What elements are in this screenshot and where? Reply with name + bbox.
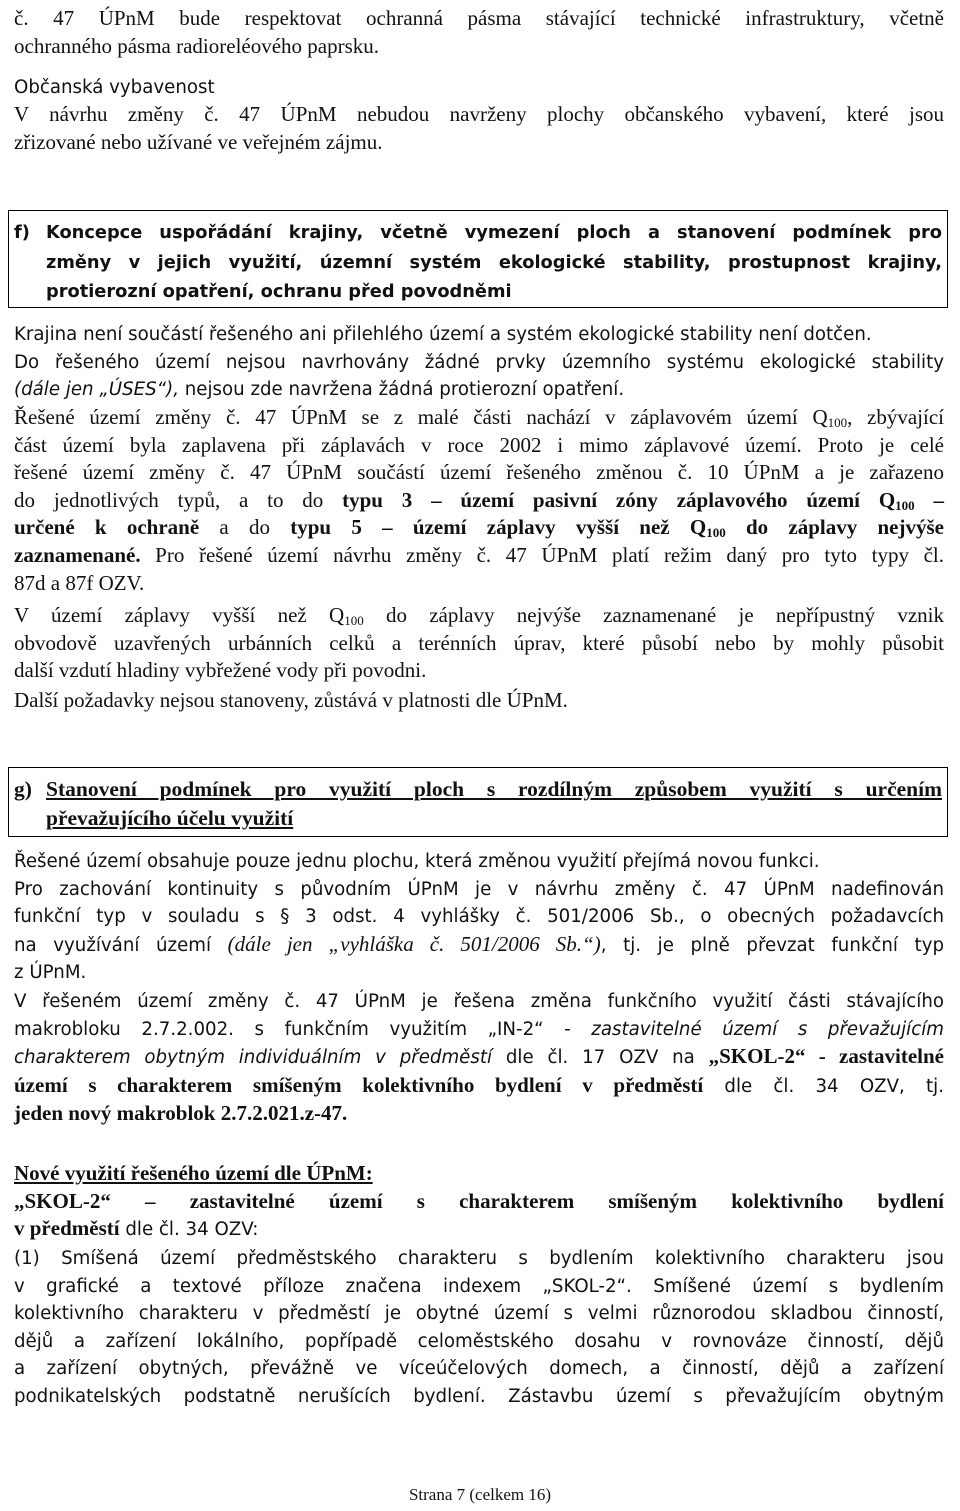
paragraph-landscape: Krajina není součástí řešeného ani přilehlého území a systém ekologické stability není dotčen. Do řešeného území nejsou navrhovány žádné prvky územního systému ekologické stability (dále jen „ÚSES“), nejsou zde navržena žádná protierozní opatření. xyxy=(14,324,944,401)
paragraph-change-description: V řešeném území změny č. 47 ÚPnM je řešena změna funkčního využití části stávajícího makrobloku 2.7.2.002. s funkčním využitím „IN-2“ - zastavitelné území s převažujícím charakterem obytným individuálním v předměstí dle čl. 17 OZV na „SKOL-2“ - zastavitelné území s charakterem smíšeným kolektivního bydlení v předměstí dle čl. 34 OZV, tj. jeden nový makroblok 2.7.2.021.z-47. xyxy=(14,991,944,1126)
paragraph-new-use: Nové využití řešeného území dle ÚPnM: „SKOL-2“ – zastavitelné území s charakterem smíšeným kolektivního bydlení v předměstí dle čl. 34 OZV: xyxy=(14,1161,944,1241)
subheading-civic-amenities: Občanská vybavenost xyxy=(14,77,215,98)
subheading-new-use: Nové využití řešeného území dle ÚPnM: xyxy=(14,1161,373,1185)
paragraph-other-requirements: Další požadavky nejsou stanoveny, zůstává v platnosti dle ÚPnM. xyxy=(14,688,568,712)
paragraph-protection-zones: č. 47 ÚPnM bude respektovat ochranná pásma stávající technické infrastruktury, včetně ochranného pásma radioreléového paprsku. xyxy=(14,6,944,58)
paragraph-flood-zone: Řešené území změny č. 47 ÚPnM se z malé části nachází v záplavovém území $Q_{100}$, zbývající část území byla zaplavena při záplavách v roce 2002 i mimo záplavové území. Proto je celé řešené území změny č. 47 ÚPnM součástí území řešeného změnou č. 10 ÚPnM a je zařazeno do jednotlivých typů, a to do typu 3 – území pasivní zóny záplavového území $Q_{100}$ – určené k ochraně a do typu 5 – území záplavy vyšší než $Q_{100}$ do záplavy nejvýše zaznamenané. Pro řešené území návrhu změny č. 47 ÚPnM platí režim daný pro tyto typy čl. 87d a 87f OZV. xyxy=(14,405,944,595)
paragraph-mixed-areas: (1) Smíšená území předměstského charakteru s bydlením kolektivního charakteru jsou v grafické a textové příloze značena indexem „SKOL-2“. Smíšené území s bydlením kolektivního charakteru v předměstí je obytné území s velmi různorodou skladbou činností, dějů a zařízení lokálního, popřípadě celoměstského dosahu v rovnováze činností, dějů a zařízení obytných, převážně ve víceúčelových domech, a činností, dějů a zařízení podnikatelských podstatně nerušících bydlení. Zástavbu území s převažujícím obytným xyxy=(14,1248,944,1407)
paragraph-civic-amenities-text: V návrhu změny č. 47 ÚPnM nebudou navrženy plochy občanského vybavení, které jsou zřizované nebo užívané ve veřejném zájmu. xyxy=(14,102,944,154)
paragraph-flood-restrictions: V území záplavy vyšší než $Q_{100}$ do záplavy nejvýše zaznamenané je nepřípustný vznik obvodově uzavřených urbánních celků a terénních úprav, které působí nebo by mohly působit další vzdutí hladiny vybřežené vody při povodni. xyxy=(14,603,944,683)
section-f-heading: f) Koncepce uspořádání krajiny, včetně vymezení ploch a stanovení podmínek pro změny v jejich využití, územní systém ekologické stability, prostupnost krajiny, protierozní opatření, ochranu před povodněmi xyxy=(14,222,942,302)
section-g-heading: g) Stanovení podmínek pro využití ploch s rozdílným způsobem využití s určením převažujícího účelu využití xyxy=(14,777,942,830)
paragraph-single-area: Řešené území obsahuje pouze jednu plochu, která změnou využití přejímá novou funkci. Pro zachování kontinuity s původním ÚPnM je v návrhu změny č. 47 ÚPnM nadefinován funkční typ v souladu s § 3 odst. 4 vyhlášky č. 501/2006 Sb., o obecných požadavcích na využívání území (dále jen „vyhláška č. 501/2006 Sb.“), tj. je plně převzat funkční typ z ÚPnM. xyxy=(14,851,945,984)
paragraph-civic-amenities xyxy=(14,74,944,102)
page-footer: Strana 7 (celkem 16) xyxy=(408,1485,552,1504)
